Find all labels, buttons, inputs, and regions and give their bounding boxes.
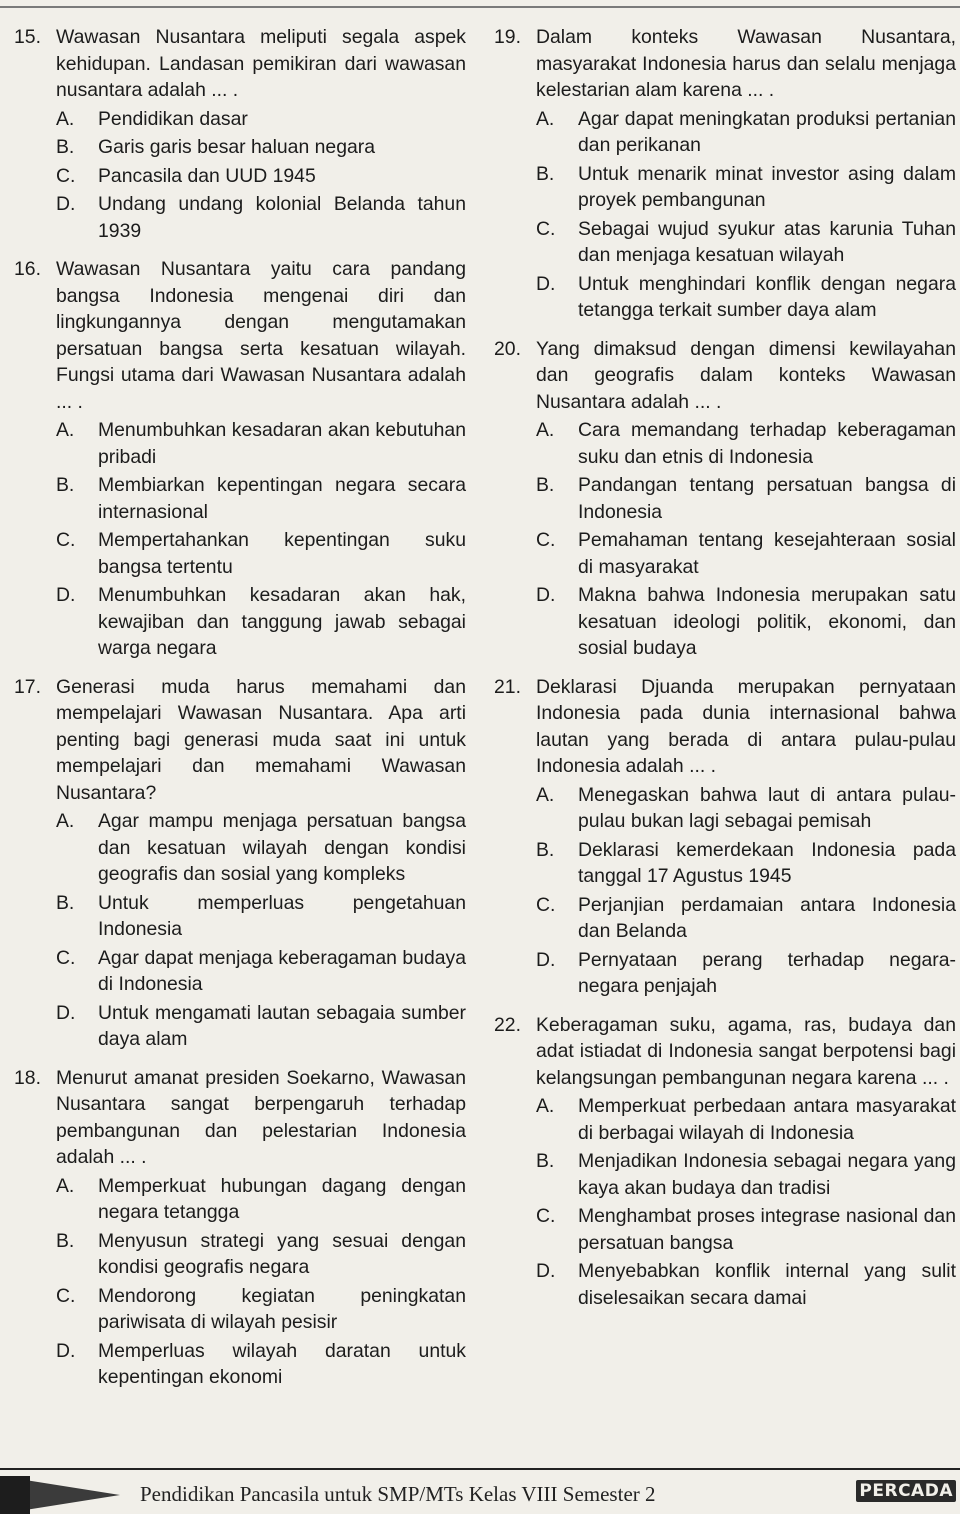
option-letter: D.	[56, 1339, 76, 1362]
option-text: Garis garis besar haluan negara	[98, 136, 376, 158]
answer-option-d[interactable]	[536, 947, 956, 1000]
page-number-tab	[0, 1476, 30, 1514]
right-column	[494, 24, 956, 1311]
option-text: Menjadikan Indonesia sebagai negara yang kaya akan budaya dan tradisi	[578, 1150, 956, 1199]
question-18	[14, 1065, 466, 1391]
answer-option-a[interactable]	[536, 1093, 956, 1146]
question-text: Menurut amanat presiden Soekarno, Wawasan Nusantara sangat berpengaruh terhadap pembangunan dan pelestarian Indonesia adalah ... .	[56, 1066, 466, 1168]
answer-option-d[interactable]	[536, 582, 956, 662]
answer-option-c[interactable]	[536, 892, 956, 945]
answer-option-b[interactable]	[536, 161, 956, 214]
option-text: Pandangan tentang persatuan bangsa di Indonesia	[578, 474, 956, 523]
book-title: Pendidikan Pancasila untuk SMP/MTs Kelas VIII Semester 2	[140, 1482, 656, 1506]
answer-option-b[interactable]	[56, 1228, 466, 1281]
answer-option-b[interactable]	[536, 1148, 956, 1201]
option-text: Untuk menghindari konflik dengan negara tetangga terkait sumber daya alam	[578, 272, 956, 321]
question-16	[14, 256, 466, 662]
option-text: Pernyataan perang terhadap negara-negara penjajah	[578, 948, 956, 997]
option-text: Untuk menarik minat investor asing dalam proyek pembangunan	[578, 162, 956, 211]
question-21	[494, 674, 956, 1000]
answer-option-c[interactable]	[536, 1203, 956, 1256]
answer-option-a[interactable]	[56, 808, 466, 888]
question-text: Keberagaman suku, agama, ras, budaya dan adat istiadat di Indonesia sangat berpotensi bagi kelangsungan pembangunan negara karena ... .	[536, 1013, 956, 1089]
answer-option-a[interactable]	[56, 106, 466, 133]
option-text: Pemahaman tentang kesejahteraan sosial di masyarakat	[578, 529, 956, 578]
question-text: Yang dimaksud dengan dimensi kewilayahan dan geografis dalam konteks Wawasan Nusantara adalah ... .	[536, 337, 956, 413]
question-number: 22.	[494, 1013, 521, 1036]
option-text: Pancasila dan UUD 1945	[98, 164, 316, 187]
option-letter: D.	[536, 948, 556, 971]
option-letter: A.	[536, 107, 555, 130]
option-text: Mendorong kegiatan peningkatan pariwisata di wilayah pesisir	[98, 1284, 466, 1333]
option-letter: D.	[56, 1001, 76, 1024]
answer-option-b[interactable]	[536, 472, 956, 525]
answer-option-d[interactable]	[56, 191, 466, 244]
answer-option-d[interactable]	[56, 582, 466, 662]
option-text: Untuk memperluas pengetahuan Indonesia	[98, 891, 466, 940]
question-15	[14, 24, 466, 244]
option-text: Mempertahankan kepentingan suku bangsa tertentu	[98, 529, 466, 578]
option-text: Agar dapat menjaga keberagaman budaya di Indonesia	[98, 946, 466, 995]
option-text: Memperkuat hubungan dagang dengan negara tetangga	[98, 1174, 466, 1223]
publisher-logo: PERCADA	[856, 1480, 956, 1502]
question-number: 17.	[14, 675, 41, 698]
question-text: Deklarasi Djuanda merupakan pernyataan Indonesia pada dunia internasional bahwa lautan yang berada di antara pulau-pulau Indonesia adalah ... .	[536, 675, 956, 777]
option-letter: D.	[536, 272, 556, 295]
answer-option-a[interactable]	[536, 782, 956, 835]
answer-option-b[interactable]	[56, 472, 466, 525]
top-rule	[0, 6, 960, 8]
answer-option-c[interactable]	[536, 527, 956, 580]
option-letter: B.	[56, 136, 75, 158]
option-letter: D.	[56, 193, 76, 215]
question-17	[14, 674, 466, 1053]
option-letter: A.	[56, 1174, 75, 1197]
option-letter: A.	[56, 810, 75, 832]
answer-option-a[interactable]	[56, 417, 466, 470]
option-letter: C.	[56, 529, 76, 551]
option-letter: B.	[536, 162, 555, 185]
answer-option-c[interactable]	[56, 163, 466, 190]
question-number: 18.	[14, 1066, 41, 1089]
option-text: Perjanjian perdamaian antara Indonesia dan Belanda	[578, 893, 956, 942]
option-letter: D.	[536, 1260, 556, 1282]
option-letter: A.	[56, 107, 75, 130]
option-letter: B.	[536, 838, 555, 861]
option-letter: A.	[536, 1095, 555, 1117]
answer-option-c[interactable]	[56, 527, 466, 580]
answer-option-c[interactable]	[56, 945, 466, 998]
question-22	[494, 1012, 956, 1312]
option-text: Agar mampu menjaga persatuan bangsa dan kesatuan wilayah dengan kondisi geografis dan sosial yang kompleks	[98, 810, 466, 885]
option-letter: A.	[536, 783, 555, 806]
option-letter: D.	[536, 584, 556, 606]
option-text: Deklarasi kemerdekaan Indonesia pada tanggal 17 Agustus 1945	[578, 838, 956, 887]
footer	[0, 1476, 960, 1514]
option-letter: C.	[536, 893, 556, 916]
footer-rule	[0, 1468, 960, 1470]
option-letter: B.	[536, 474, 555, 496]
option-letter: A.	[56, 419, 75, 441]
option-letter: B.	[56, 1229, 75, 1252]
question-text: Dalam konteks Wawasan Nusantara, masyarakat Indonesia harus dan selalu menjaga kelestarian alam karena ... .	[536, 26, 956, 101]
option-letter: B.	[56, 474, 75, 496]
answer-option-c[interactable]	[56, 1283, 466, 1336]
option-letter: C.	[56, 1284, 76, 1307]
option-text: Untuk mengamati lautan sebagaia sumber daya alam	[98, 1001, 466, 1050]
question-19	[494, 24, 956, 324]
option-text: Menyusun strategi yang sesuai dengan kondisi geografis negara	[98, 1229, 466, 1278]
option-text: Menumbuhkan kesadaran akan kebutuhan pribadi	[98, 419, 466, 468]
answer-option-b[interactable]	[56, 134, 466, 161]
option-text: Makna bahwa Indonesia merupakan satu kesatuan ideologi politik, ekonomi, dan sosial budaya	[578, 584, 956, 659]
option-text: Pendidikan dasar	[98, 107, 248, 130]
option-letter: A.	[536, 419, 555, 441]
question-20	[494, 336, 956, 662]
option-text: Membiarkan kepentingan negara secara internasional	[98, 474, 466, 523]
option-letter: C.	[536, 529, 556, 551]
option-text: Undang undang kolonial Belanda tahun 1939	[98, 193, 466, 242]
answer-option-d[interactable]	[536, 1258, 956, 1311]
question-text: Wawasan Nusantara meliputi segala aspek kehidupan. Landasan pemikiran dari wawasan nusantara adalah ... .	[56, 26, 466, 101]
option-letter: C.	[56, 946, 76, 969]
option-letter: C.	[536, 217, 556, 240]
option-letter: D.	[56, 584, 76, 606]
option-letter: B.	[56, 891, 75, 914]
answer-option-b[interactable]	[56, 890, 466, 943]
left-column	[14, 24, 466, 1391]
question-number: 15.	[14, 26, 41, 48]
option-text: Memperkuat perbedaan antara masyarakat di berbagai wilayah di Indonesia	[578, 1095, 956, 1144]
option-text: Menyebabkan konflik internal yang sulit diselesaikan secara damai	[578, 1260, 956, 1309]
question-number: 19.	[494, 26, 521, 48]
question-number: 21.	[494, 675, 521, 698]
answer-option-b[interactable]	[536, 837, 956, 890]
option-text: Sebagai wujud syukur atas karunia Tuhan dan menjaga kesatuan wilayah	[578, 217, 956, 266]
option-text: Menegaskan bahwa laut di antara pulau-pulau bukan lagi sebagai pemisah	[578, 783, 956, 832]
answer-option-a[interactable]	[536, 106, 956, 159]
question-number: 16.	[14, 258, 41, 280]
option-letter: B.	[536, 1150, 555, 1172]
option-text: Cara memandang terhadap keberagaman suku dan etnis di Indonesia	[578, 419, 956, 468]
option-text: Memperluas wilayah daratan untuk kepentingan ekonomi	[98, 1339, 466, 1388]
option-text: Menumbuhkan kesadaran akan hak, kewajiban dan tanggung jawab sebagai warga negara	[98, 584, 466, 659]
answer-option-c[interactable]	[536, 216, 956, 269]
option-text: Menghambat proses integrase nasional dan persatuan bangsa	[578, 1205, 956, 1254]
option-letter: C.	[56, 164, 76, 187]
question-text: Generasi muda harus memahami dan mempelajari Wawasan Nusantara. Apa arti penting bagi generasi muda saat ini untuk mempelajari dan memahami Wawasan Nusantara?	[56, 675, 466, 804]
question-number: 20.	[494, 337, 521, 360]
answer-option-d[interactable]	[56, 1000, 466, 1053]
option-letter: C.	[536, 1205, 556, 1227]
answer-option-a[interactable]	[56, 1173, 466, 1226]
answer-option-d[interactable]	[536, 271, 956, 324]
answer-option-d[interactable]	[56, 1338, 466, 1391]
answer-option-a[interactable]	[536, 417, 956, 470]
option-text: Agar dapat meningkatan produksi pertanian dan perikanan	[578, 107, 956, 156]
question-text: Wawasan Nusantara yaitu cara pandang bangsa Indonesia mengenai diri dan lingkungannya dengan mengutamakan persatuan bangsa serta kesatuan wilayah. Fungsi utama dari Wawasan Nusantara adalah ... .	[56, 258, 466, 413]
